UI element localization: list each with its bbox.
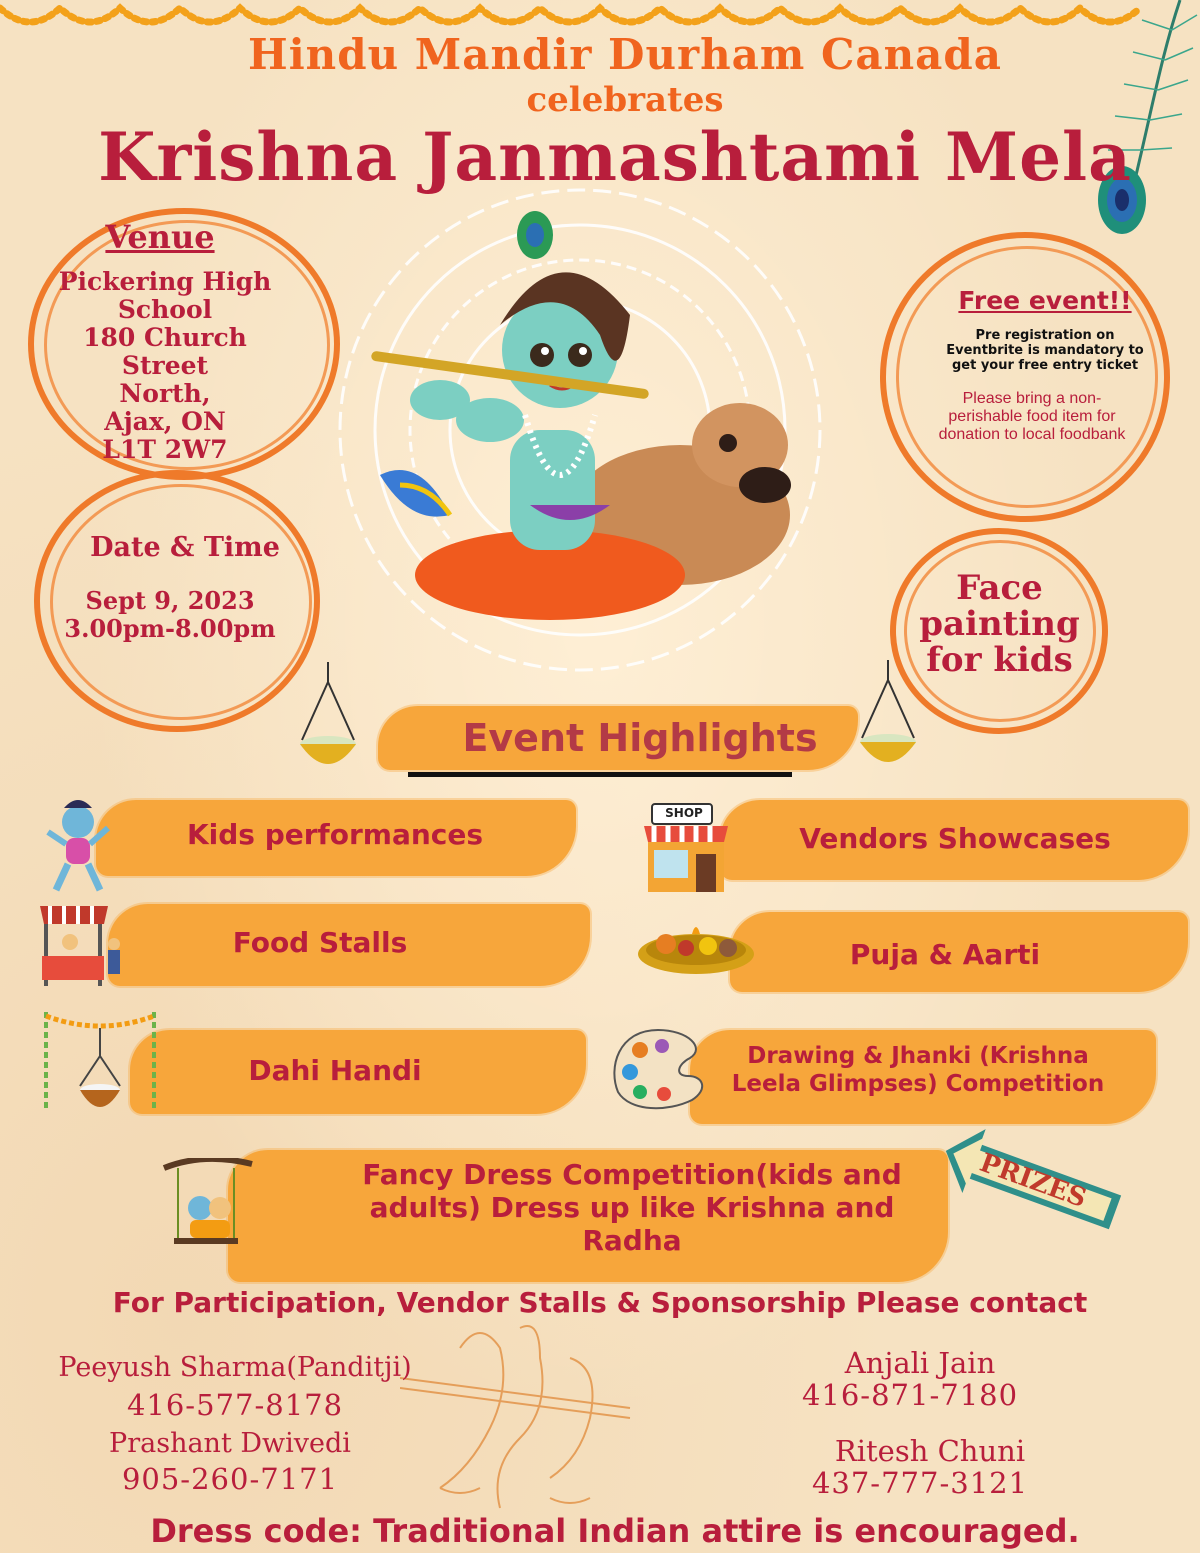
venue-heading: Venue [105, 218, 215, 256]
heading-underline [408, 772, 792, 777]
drawing-jhanki-label: Drawing & Jhanki (Krishna Leela Glimpses) Competition [731, 1043, 1105, 1097]
venue-line: L1T 2W7 [102, 435, 228, 464]
shop-sign: SHOP [665, 806, 703, 820]
venue-line: 180 Church Street [83, 323, 247, 380]
dress-code: Dress code: Traditional Indian attire is encouraged. [150, 1512, 1080, 1550]
prizes-label: PRIZES [975, 1147, 1091, 1215]
swing-icon [160, 1158, 256, 1258]
venue-line: Pickering High [58, 267, 272, 296]
fancy-dress-label: Fancy Dress Competition(kids and adults) Dress up like Krishna and Radha [362, 1158, 902, 1257]
venue-line: Ajax, ON [104, 407, 226, 436]
dahi-handi-pot-icon [296, 662, 360, 772]
puja-aarti-label: Puja & Aarti [849, 938, 1041, 971]
datetime-heading: Date & Time [90, 532, 280, 563]
dancing-krishna-icon [42, 796, 114, 896]
face-painting-text: Face painting for kids [919, 568, 1080, 680]
food-stalls-label: Food Stalls [232, 926, 408, 959]
contact-phone: 416-577-8178 [126, 1388, 344, 1422]
registration-note: Pre registration on Eventbrite is mandatory to get your free entry ticket [946, 328, 1144, 373]
event-date: Sept 9, 2023 [85, 586, 255, 615]
contact-name: Anjali Jain [844, 1346, 996, 1380]
celebrates-text: celebrates [526, 80, 724, 120]
contact-phone: 437-777-3121 [811, 1466, 1029, 1500]
contact-heading: For Participation, Vendor Stalls & Sponsorship Please contact [112, 1286, 1088, 1319]
contact-name: Prashant Dwivedi [109, 1428, 351, 1459]
highlights-heading: Event Highlights [462, 716, 818, 760]
kids-performances-label: Kids performances [186, 818, 484, 851]
venue-line: School [117, 295, 213, 324]
puja-thali-icon [636, 914, 756, 978]
food-stall-icon [38, 902, 124, 992]
venue-address [40, 268, 290, 464]
organization-name: Hindu Mandir Durham Canada [248, 30, 1002, 79]
dahi-handi-pot-icon [856, 660, 920, 770]
venue-line: North, [119, 379, 211, 408]
contact-phone: 416-871-7180 [801, 1378, 1019, 1412]
dahi-handi-label: Dahi Handi [248, 1054, 422, 1087]
dahi-handi-garland-icon [40, 1006, 160, 1122]
free-event-heading: Free event!! [958, 286, 1132, 315]
flute-hands-icon [400, 1318, 640, 1518]
event-time: 3.00pm-8.00pm [64, 614, 276, 643]
contact-name: Ritesh Chuni [834, 1434, 1026, 1468]
donation-note: Please bring a non-perishable food item for donation to local foodbank [938, 390, 1126, 443]
contact-phone: 905-260-7171 [121, 1462, 339, 1496]
contact-name: Peeyush Sharma(Panditji) [58, 1352, 412, 1383]
paint-palette-icon [608, 1028, 710, 1112]
event-title: Krishna Janmashtami Mela [98, 118, 1132, 196]
krishna-illustration [360, 185, 810, 645]
vendors-showcases-label: Vendors Showcases [799, 822, 1111, 855]
